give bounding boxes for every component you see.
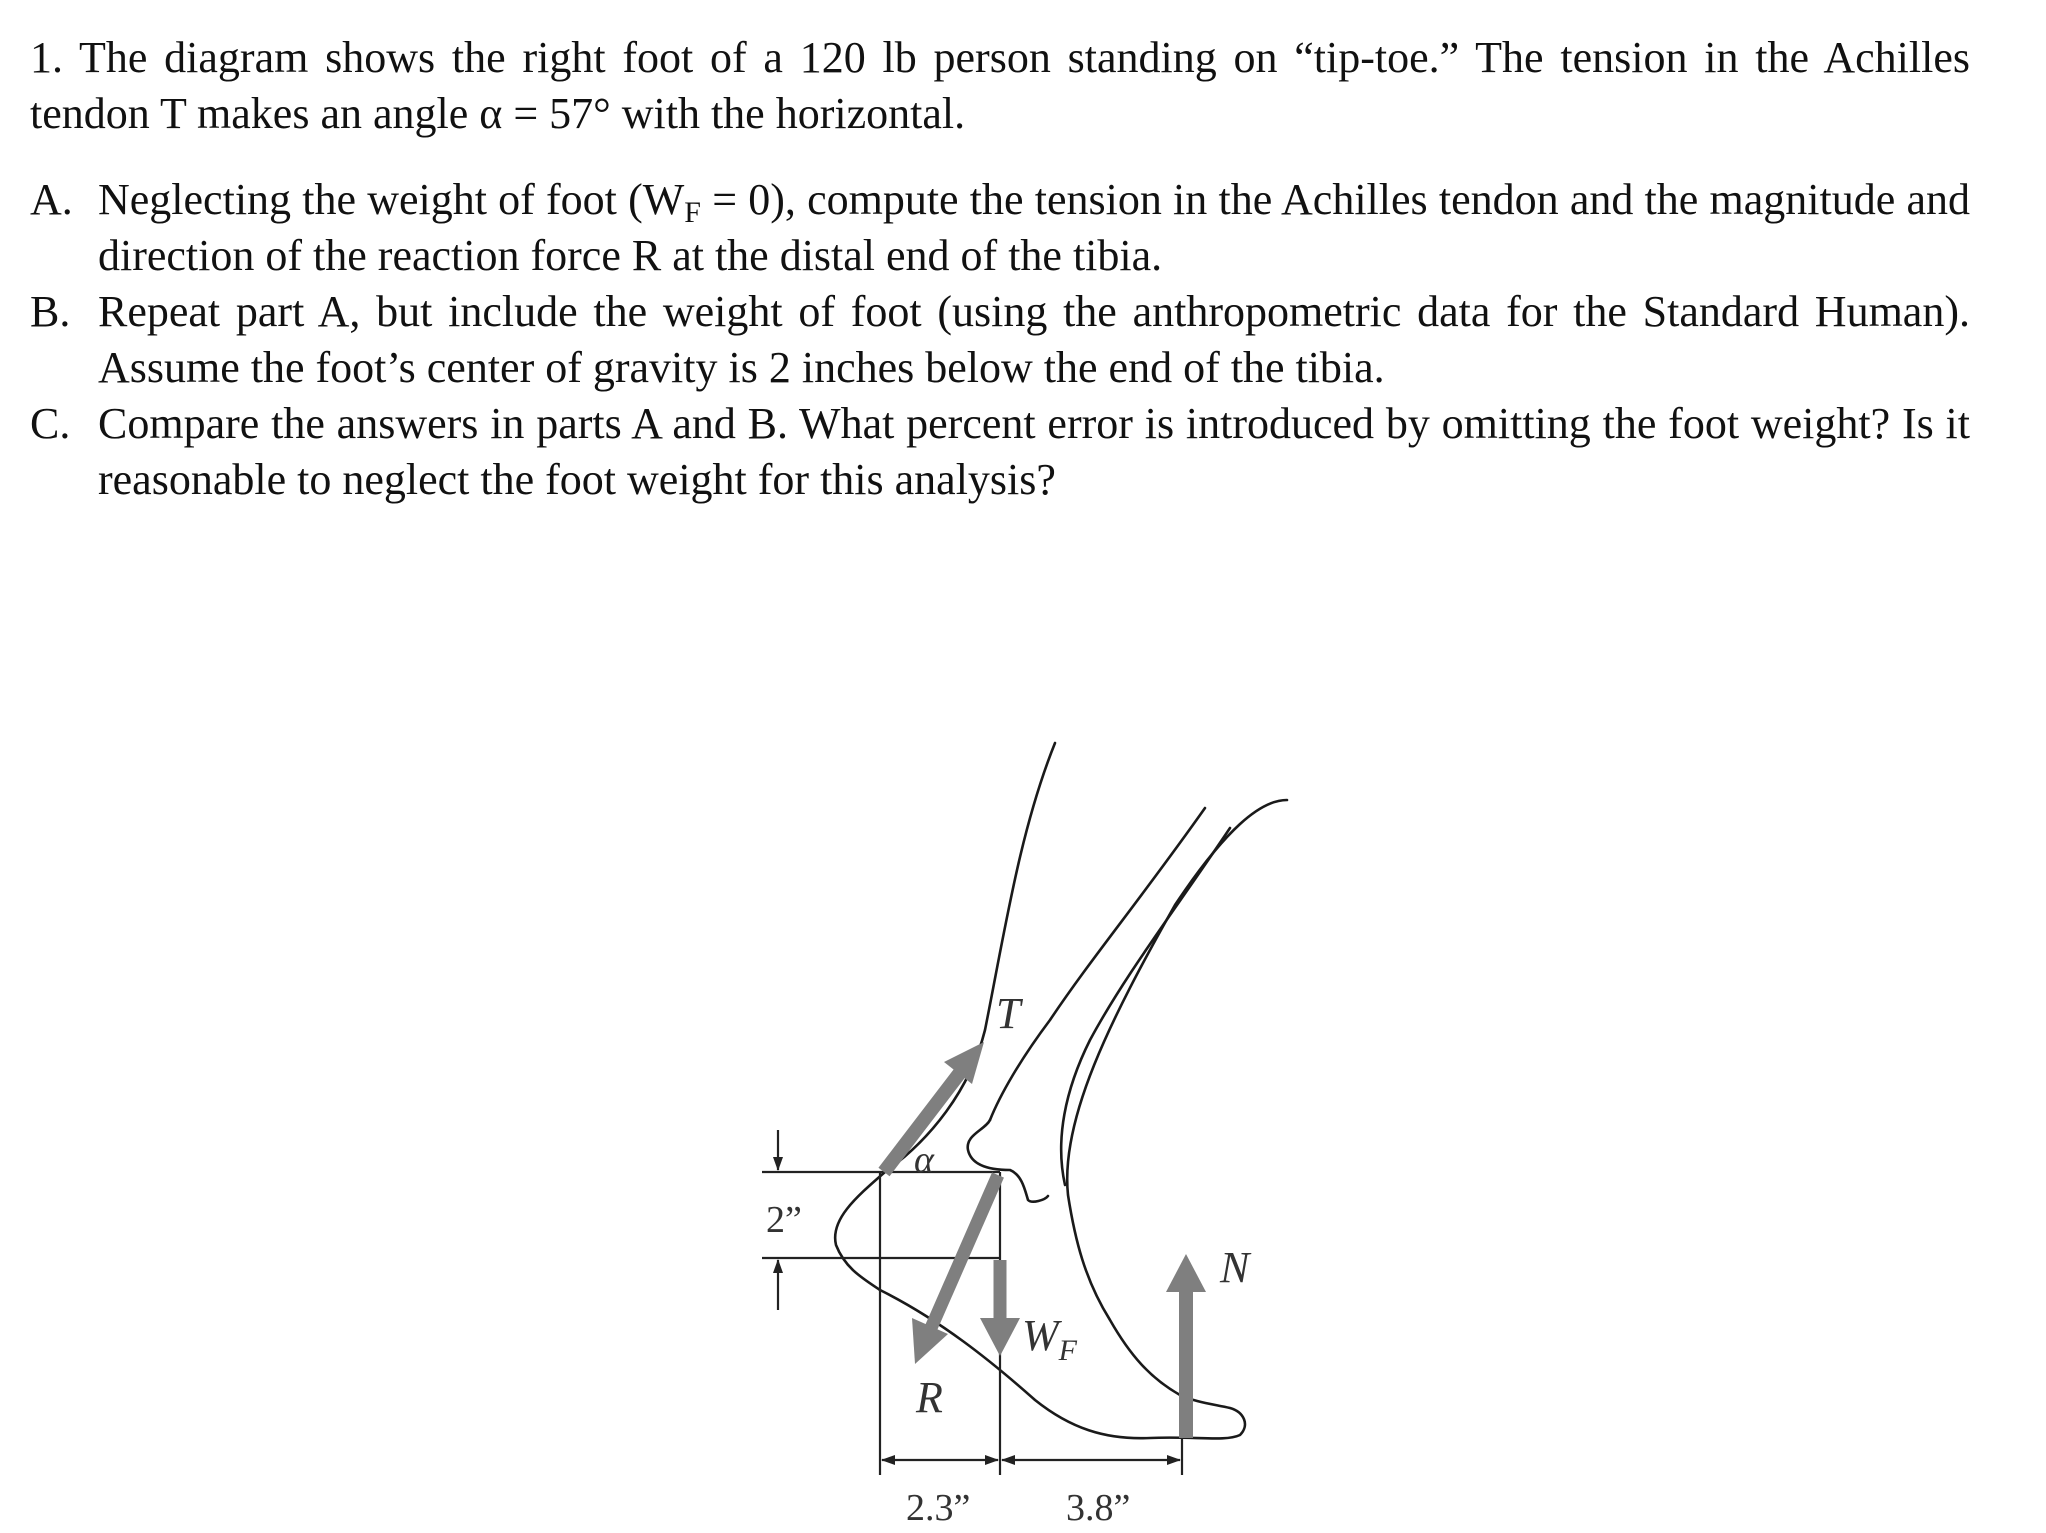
tension-label: T	[996, 989, 1021, 1038]
foot-weight-label	[1022, 1311, 1078, 1367]
tibia-back-line	[1061, 828, 1230, 1185]
part-b-text: Repeat part A, but include the weight of foot (using the anthropometric data for the Standard Human). Assume the foot’s center of gravity is 2 inches below the end of the tibia.	[98, 287, 1970, 392]
intro-text-start: 1. The diagram shows the right foot of a 120 lb person standing on “tip-toe.” The tension in the Achilles tendon T makes an angle	[30, 33, 1970, 138]
vertical-dimension-label: 2”	[766, 1199, 802, 1241]
front-of-ankle-outline	[1067, 800, 1287, 1395]
foot-weight-label-subscript: F	[1058, 1334, 1077, 1367]
part-a-subscript: F	[684, 196, 701, 229]
foot-weight-arrow-head	[980, 1318, 1020, 1356]
part-c-text: Compare the answers in parts A and B. What percent error is introduced by omitting the foot weight? Is it reasonable to neglect the foot weight for this analysis?	[98, 399, 1970, 504]
back-of-leg-outline	[835, 743, 1055, 1290]
part-a-text-start: Neglecting the weight of foot (W	[98, 175, 685, 224]
tibia-front-line	[990, 808, 1205, 1120]
normal-arrow-head	[1166, 1254, 1206, 1292]
intro-text-end: with the horizontal.	[610, 89, 966, 138]
normal-label: N	[1220, 1243, 1250, 1292]
reaction-label: R	[916, 1373, 943, 1422]
intro-alpha-equation: α = 57°	[479, 89, 611, 138]
part-a-letter: A.	[30, 175, 73, 224]
part-b-letter: B.	[30, 287, 71, 336]
reaction-arrow-shaft	[931, 1175, 998, 1328]
horizontal-dimension-left-label: 2.3”	[906, 1487, 971, 1529]
foot-weight-label-main: W	[1022, 1311, 1059, 1360]
angle-alpha-label: α	[914, 1139, 934, 1181]
part-a-text-end: = 0), compute the tension in the Achilles tendon and the magnitude and direction of the reaction force R at the distal end of the tibia.	[98, 175, 1970, 280]
horizontal-dimension-right-label: 3.8”	[1066, 1487, 1131, 1529]
part-c-letter: C.	[30, 399, 71, 448]
talus-bone-outline	[968, 1120, 1048, 1202]
